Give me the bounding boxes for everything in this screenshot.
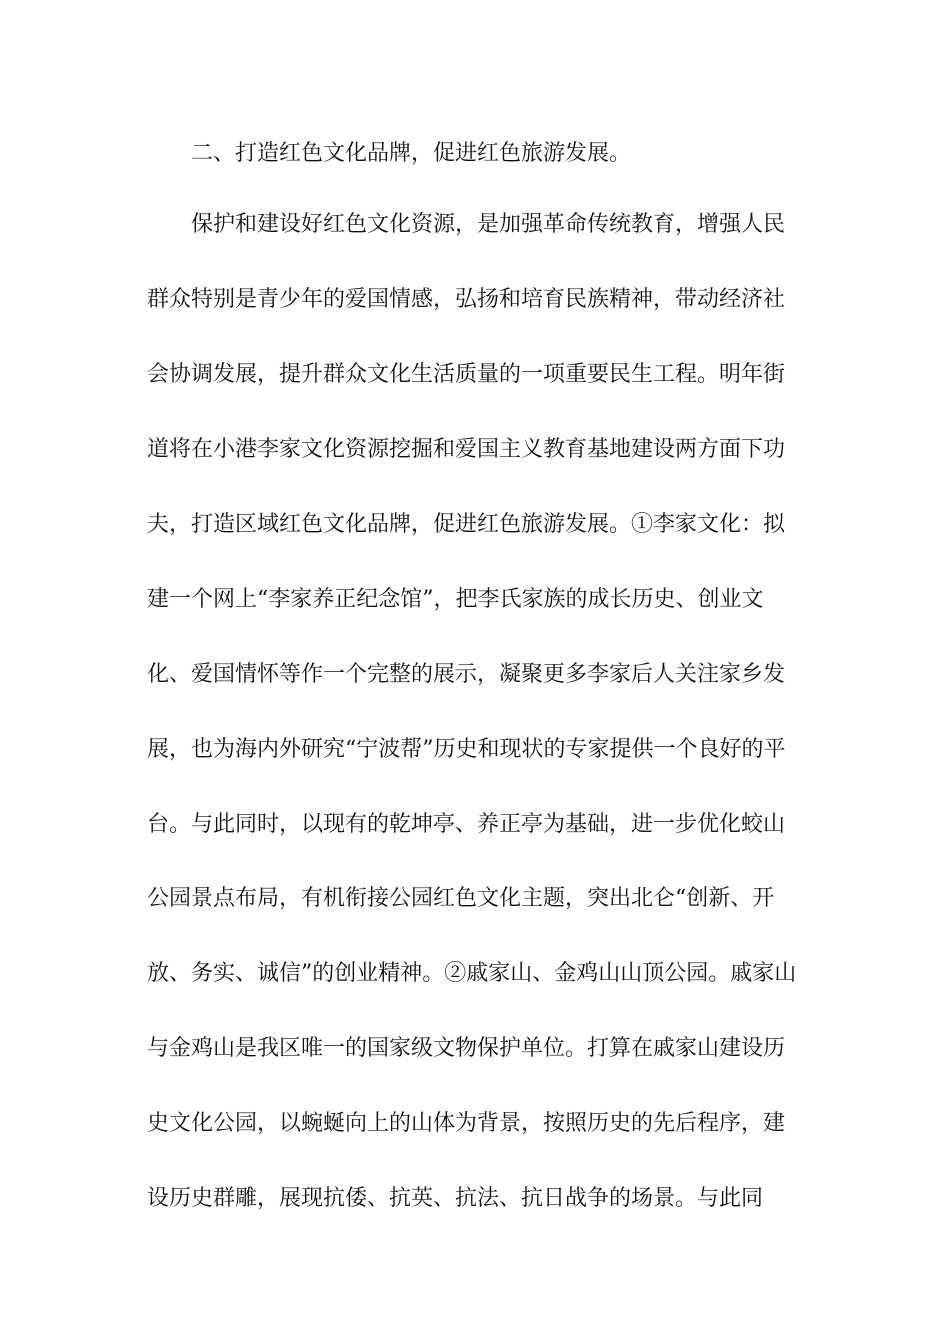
section-heading: 二、打造红色文化品牌，促进红色旅游发展。 — [191, 141, 632, 166]
paragraph-line: 公园景点布局，有机衔接公园红色文化主题，突出北仑“创新、开 — [147, 886, 775, 911]
paragraph-line: 台。与此同时，以现有的乾坤亭、养正亭为基础，进一步优化蛟山 — [147, 812, 786, 837]
paragraph-line: 夫，打造区域红色文化品牌，促进红色旅游发展。①李家文化：拟 — [147, 512, 786, 537]
paragraph-line: 保护和建设好红色文化资源，是加强革命传统教育，增强人民 — [191, 212, 786, 237]
paragraph-line: 史文化公园，以蜿蜒向上的山体为背景，按照历史的先后程序，建 — [147, 1111, 786, 1136]
paragraph-line: 建一个网上“李家养正纪念馆”，把李氏家族的成长历史、创业文 — [147, 587, 764, 612]
paragraph-line: 与金鸡山是我区唯一的国家级文物保护单位。打算在戚家山建设历 — [147, 1036, 786, 1061]
paragraph-line: 会协调发展，提升群众文化生活质量的一项重要民生工程。明年街 — [147, 362, 786, 387]
paragraph-line: 设历史群雕，展现抗倭、抗英、抗法、抗日战争的场景。与此同 — [147, 1186, 764, 1211]
paragraph-line: 道将在小港李家文化资源挖掘和爱国主义教育基地建设两方面下功 — [147, 437, 786, 462]
paragraph-line: 化、爱国情怀等作一个完整的展示，凝聚更多李家后人关注家乡发 — [147, 662, 786, 687]
paragraph-line: 放、务实、诚信”的创业精神。②戚家山、金鸡山山顶公园。戚家山 — [147, 961, 797, 986]
paragraph-line: 展，也为海内外研究“宁波帮”历史和现状的专家提供一个良好的平 — [147, 737, 786, 762]
paragraph-line: 群众特别是青少年的爱国情感，弘扬和培育民族精神，带动经济社 — [147, 287, 786, 312]
